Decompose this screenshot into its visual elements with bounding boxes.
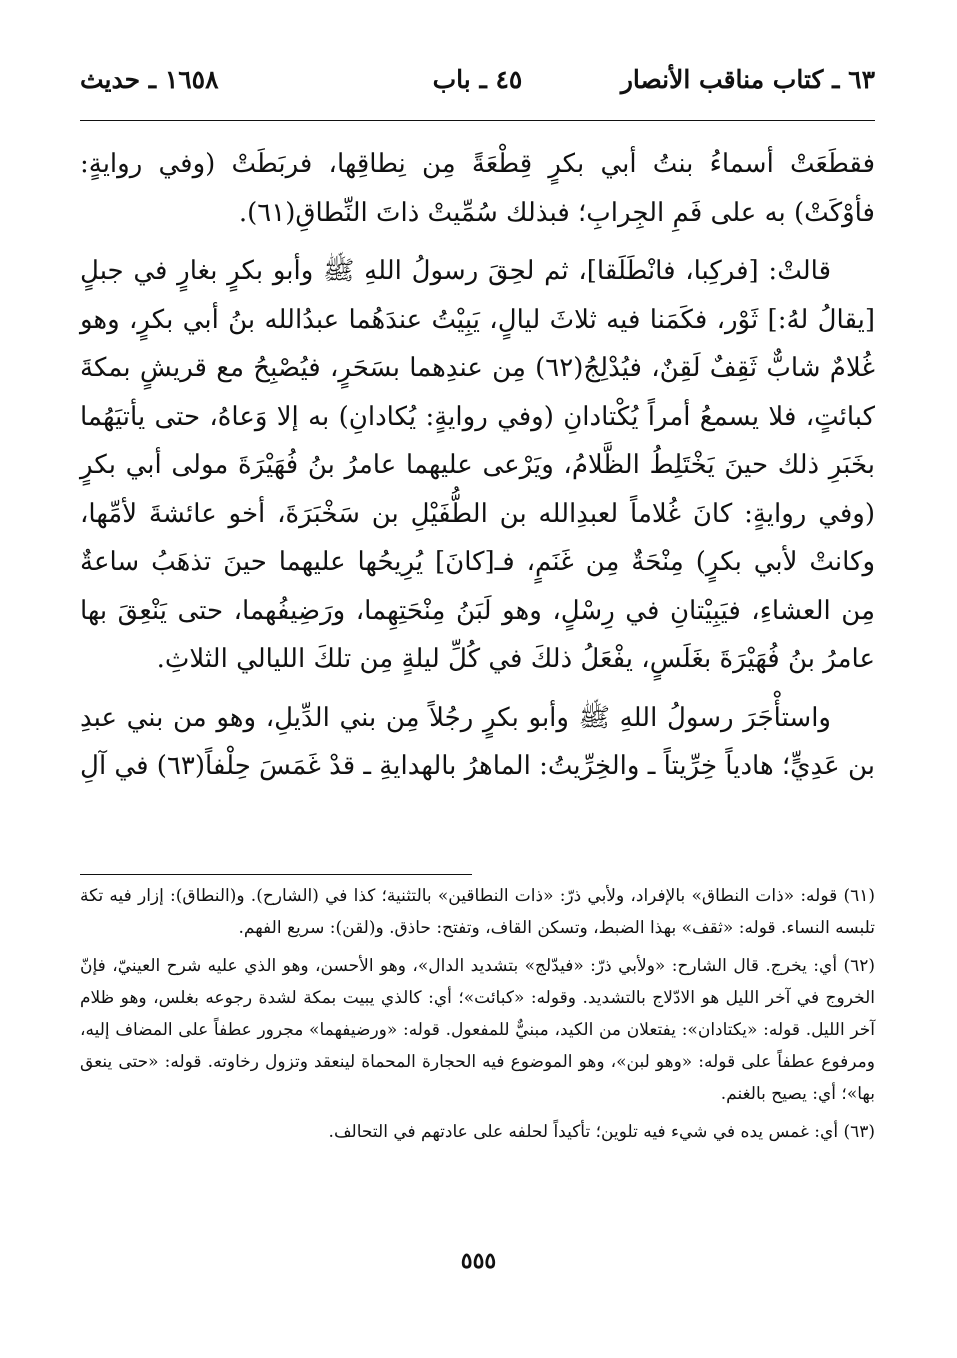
footnote: (٦٣) أي: غمس يده في شيء فيه تلوين؛ تأكيداً لحلفه على عادتهم في التحالف. — [328, 1122, 875, 1142]
header-section: ٤٥ ـ باب — [432, 65, 523, 94]
footnote: (٦١) قوله: «ذات النطاق» بالإفراد، ولأبي ذرّ: «ذات النطاقين» بالتثنية؛ كذا في (الشارح). و(النطاق): إزار فيه تكة تلبسه النساء. قوله: «ثقف» بهذا الضبط، وتسكن القاف، وتفتح: حاذق. و(لقن): سريع الفهم. — [80, 886, 875, 938]
paragraph: قالتْ: [فركِبا، فانْطَلَقا]، ثم لحِقَ رسولُ اللهِ ﷺ وأبو بكرٍ بغارٍ في جبلٍ [يقالُ لهُ:] ثَوْر، فكَمَنا فيه ثلاثَ ليالٍ، يَبِيْتُ عندَهُما عبدُالله بنُ أبي بكرٍ، وهو غُلامٌ شابٌّ ثَقِفٌ لَقِنٌ، فيُدْلِجُ(٦٢) مِن عندِهما بسَحَرٍ، فيُصْبِحُ مع قريشٍ بمكةَ كبائتٍ، فلا يسمعُ أمراً يُكْتادانِ (وفي روايةٍ: يُكادانِ) به إلا وَعاهُ، حتى يأتيَهُما بخَبَرِ ذلك حينَ يَخْتَلِطُ الظَّلامُ، ويَرْعى عليهما عامرُ بنُ فُهَيْرَةَ مولى أبي بكرٍ (وفي روايةٍ: كانَ غُلاماً لعبدِالله بن الطُّفَيْلِ بن سَخْبَرَةَ، أخو عائشةَ لأمِّها، وكانتْ لأبي بكرٍ) مِنْحَةٌ مِن غَنَمٍ، فـ[كانَ] يُرِيحُها عليهما حينَ تذهَبُ ساعةٌ مِن العشاءِ، فيَبِيْتانِ في رِسْلٍ، وهو لَبَنُ مِنْحَتِهِما، ورَضِيفُهما، حتى يَنْعِقَ بها عامرُ بنُ فُهَيْرَةَ بغَلَسٍ، يفْعَلُ ذلكَ في كُلِّ ليلةٍ مِن تلكَ الليالي الثلاثِ. — [80, 256, 875, 674]
header-divider — [80, 120, 875, 121]
running-header — [80, 62, 875, 102]
main-text — [80, 140, 875, 801]
paragraph: واستأْجَرَ رسولُ اللهِ ﷺ وأبو بكرٍ رجُلاً مِن بني الدِّيلِ، وهو من بني عبدِ بن عَدِيٍّ؛ هادياً خِرِّيتاً ـ والخِرِّيتُ: الماهرُ بالهدايةِ ـ قدْ غَمَسَ حِلْفاً(٦٣) في آلِ — [80, 702, 875, 781]
footnote-divider — [80, 874, 472, 875]
header-hadith-number: ١٦٥٨ ـ حديث — [80, 65, 219, 94]
footnote: (٦٢) أي: يخرج. قال الشارح: «ولأبي ذرّ: «فيدّلج» بتشديد الدال»، وهو الأحسن، وهو الذي عليه شرح العينيّ، فإنّ الخروج في آخر الليل هو الادّلاج بالتشديد. وقوله: «كبائت»؛ أي: كالذي يبيت بمكة لشدة رجوعه بغلس، وهو ظلام آخر الليل. قوله: «يكتادان»: يفتعلان من الكيد، مبنيٌّ للمفعول. قوله: «ورضيفهما» مجرور عطفاً على المضاف إليه، ومرفوع عطفاً على قوله: «وهو لبن»، وهو الموضوع فيه الحجارة المحماة لينعقد وتزول رخاوته. قوله: «حتى ينعق بها»؛ أي: يصيح بالغنم. — [80, 956, 876, 1104]
paragraph: فقطَعَتْ أسماءُ بنتُ أبي بكرٍ قِطْعَةً مِن نِطاقِها، فربَطَتْ (وفي روايةٍ: فأوْكَتْ) به على فَمِ الجِرابِ؛ فبذلك سُمِّيتْ ذاتَ النِّطاقِ(٦١). — [80, 149, 875, 228]
page-number: ٥٥٥ — [460, 1248, 497, 1274]
header-chapter: ٦٣ ـ كتاب مناقب الأنصار — [620, 65, 875, 94]
footnotes — [80, 880, 875, 1154]
